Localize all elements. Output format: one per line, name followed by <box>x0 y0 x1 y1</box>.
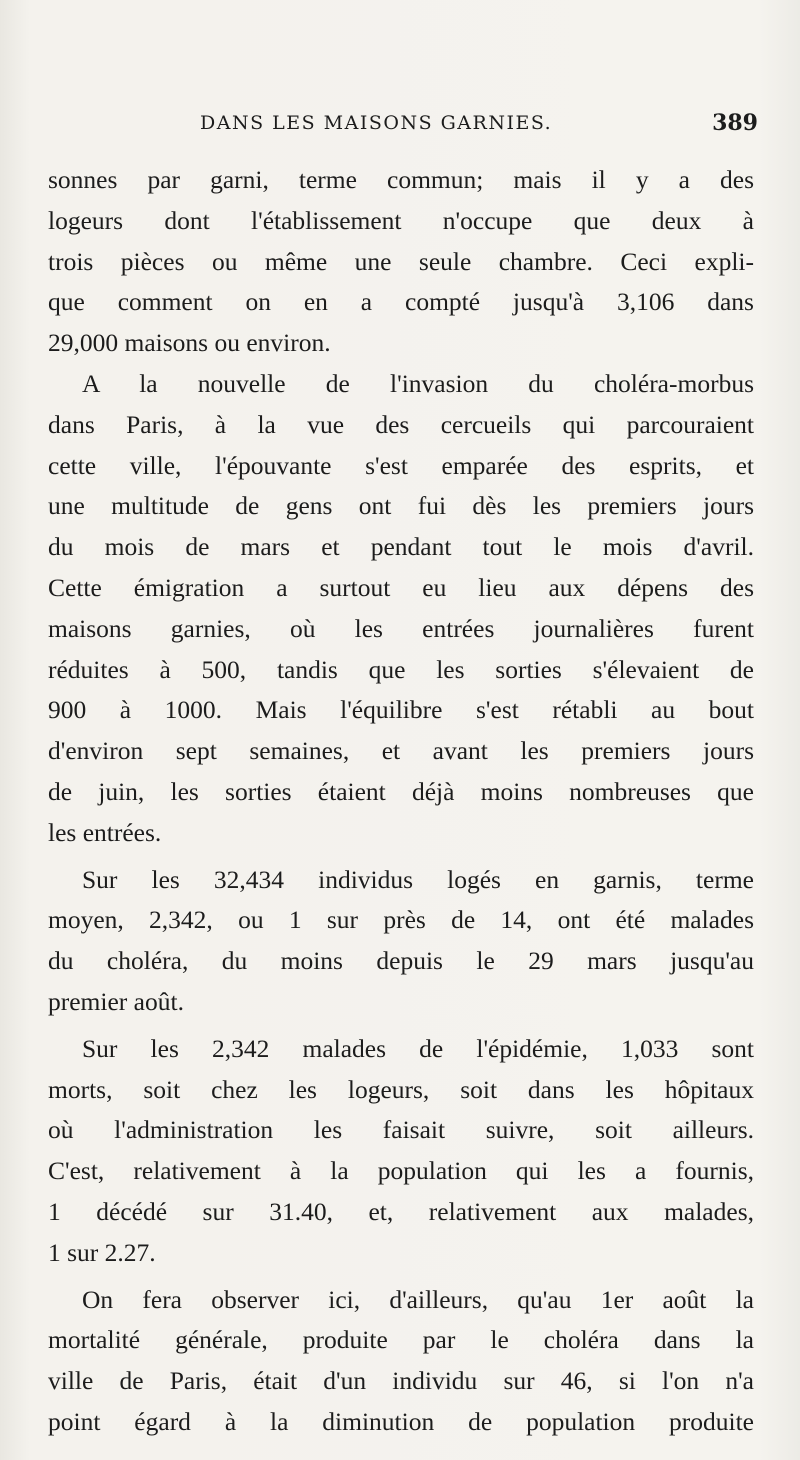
text-line: moyen, 2,342, ou 1 sur près de 14, ont été malades <box>48 905 754 935</box>
text-line: dans Paris, à la vue des cercueils qui parcouraient <box>48 409 754 439</box>
text-line: 900 à 1000. Mais l'équilibre s'est rétabli au bout <box>48 695 754 725</box>
text-line: sonnes par garni, terme commun; mais il y a des <box>48 165 754 194</box>
text-line: C'est, relativement à la population qui les a fournis, <box>48 1156 754 1186</box>
text-line: trois pièces ou même une seule chambre. Ceci expli- <box>48 246 754 276</box>
running-head: DANS LES MAISONS GARNIES. <box>200 112 553 134</box>
text-line: que comment on en a compté jusqu'à 3,106 dans <box>48 287 754 317</box>
text-line: A la nouvelle de l'invasion du choléra-morbus <box>82 368 754 398</box>
text-line: logeurs dont l'établissement n'occupe que deux à <box>48 205 754 235</box>
text-line: 1 décédé sur 31.40, et, relativement aux malades, <box>48 1196 754 1226</box>
text-line: ville de Paris, était d'un individu sur 46, si l'on n'a <box>48 1366 754 1396</box>
text-line: morts, soit chez les logeurs, soit dans les hôpitaux <box>48 1074 754 1104</box>
text-line: Cette émigration a surtout eu lieu aux dépens des <box>48 572 754 602</box>
text-line: du mois de mars et pendant tout le mois d'avril. <box>48 532 754 562</box>
text-line: Sur les 2,342 malades de l'épidémie, 1,033 sont <box>82 1033 754 1063</box>
text-line: de juin, les sorties étaient déjà moins nombreuses que <box>48 776 754 806</box>
text-line: point égard à la diminution de population produite <box>48 1406 754 1436</box>
paragraph <box>48 160 754 364</box>
text-line: Sur les 32,434 individus logés en garnis, terme <box>82 864 754 894</box>
text-line: une multitude de gens ont fui dès les premiers jours <box>48 491 754 521</box>
text-line: réduites à 500, tandis que les sorties s'élevaient de <box>48 654 754 684</box>
paragraph <box>48 1280 754 1443</box>
text-line: mortalité générale, produite par le choléra dans la <box>48 1325 754 1355</box>
text-line: où l'administration les faisait suivre, soit ailleurs. <box>48 1115 754 1145</box>
text-line: les entrées. <box>48 817 162 847</box>
paragraph <box>48 1029 754 1274</box>
page-header <box>48 112 758 148</box>
page-number: 389 <box>712 110 758 136</box>
paragraph <box>48 860 754 1023</box>
text-line: maisons garnies, où les entrées journalières furent <box>48 613 754 643</box>
text-line: premier août. <box>48 986 184 1016</box>
paragraph <box>48 364 754 854</box>
text-line: du choléra, du moins depuis le 29 mars jusqu'au <box>48 946 754 976</box>
body-text <box>48 160 754 1443</box>
text-line: 1 sur 2.27. <box>48 1237 156 1267</box>
text-line: cette ville, l'épouvante s'est emparée des esprits, et <box>48 450 754 480</box>
text-line: 29,000 maisons ou environ. <box>48 328 331 358</box>
text-line: d'environ sept semaines, et avant les premiers jours <box>48 736 754 766</box>
text-line: On fera observer ici, d'ailleurs, qu'au 1er août la <box>82 1284 754 1314</box>
